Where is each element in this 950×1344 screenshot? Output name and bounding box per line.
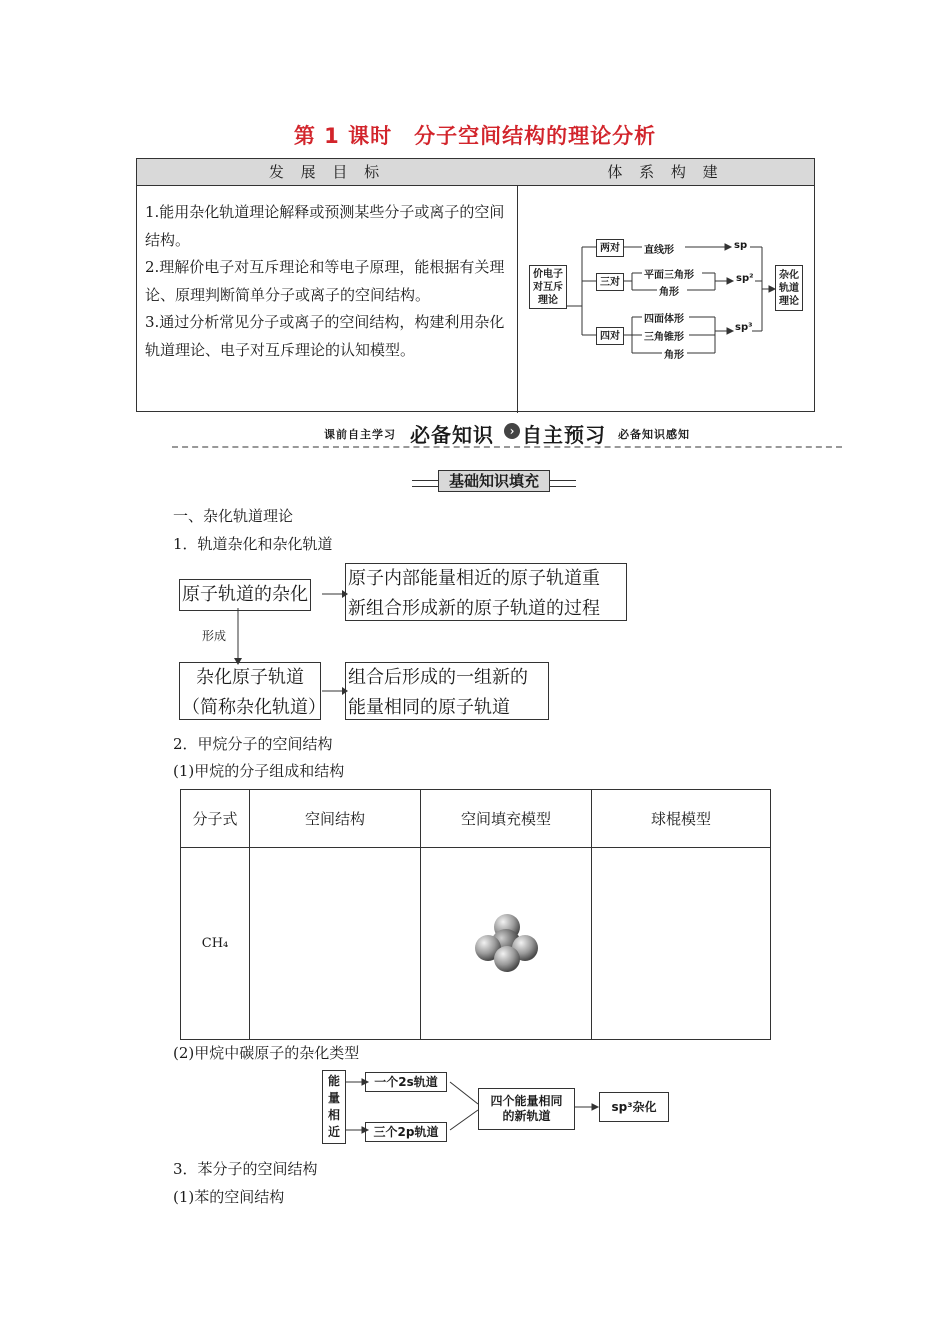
scheme-shape: 三角锥形	[644, 332, 684, 343]
table-cell	[592, 848, 771, 1040]
scheme-header: 体 系 构 建	[517, 159, 814, 186]
table-cell: CH₄	[181, 848, 250, 1040]
goals-table	[136, 158, 815, 412]
goals-list	[145, 199, 509, 364]
section-banner	[172, 420, 842, 448]
scheme-hybrid: sp²	[736, 273, 754, 284]
methane-table	[180, 789, 771, 1040]
scheme-two-pairs: 两对	[596, 239, 624, 257]
arrow-down-icon	[228, 608, 248, 668]
energy-similar-box: 能量相近	[322, 1070, 346, 1144]
table-header: 分子式	[181, 790, 250, 848]
hybridization-definition: 原子内部能量相近的原子轨道重 新组合形成新的原子轨道的过程	[345, 563, 627, 621]
scheme-vsepr-box: 价电子对互斥理论	[529, 265, 567, 309]
scheme-hybrid-theory-box: 杂化轨道理论	[775, 265, 803, 311]
sub-item-heading: (2)甲烷中碳原子的杂化类型	[173, 1044, 360, 1062]
table-header: 球棍模型	[592, 790, 771, 848]
one-2s-orbital-box: 一个2s轨道	[365, 1072, 447, 1092]
scheme-shape: 角形	[664, 350, 684, 361]
item-heading: 1．轨道杂化和杂化轨道	[173, 535, 333, 553]
banner-title-right: 自主预习	[522, 423, 606, 447]
hybrid-orbital-box: 杂化原子轨道 （简称杂化轨道）	[179, 662, 321, 720]
sub-item-heading: (1)甲烷的分子组成和结构	[173, 762, 345, 780]
item-heading: 3．苯分子的空间结构	[173, 1160, 318, 1178]
item-heading: 2．甲烷分子的空间结构	[173, 735, 333, 753]
scheme-three-pairs: 三对	[596, 273, 624, 291]
scheme-shape: 平面三角形	[644, 270, 694, 281]
section-heading: 一、杂化轨道理论	[173, 507, 294, 525]
arrow-label: 形成	[202, 629, 227, 643]
hybrid-orbital-definition: 组合后形成的一组新的 能量相同的原子轨道	[345, 662, 549, 720]
orbital-hybridization-box: 原子轨道的杂化	[179, 579, 311, 611]
subsection-heading: 基础知识填充	[412, 470, 576, 492]
four-new-orbitals-box: 四个能量相同的新轨道	[478, 1088, 575, 1130]
table-header: 空间填充模型	[421, 790, 592, 848]
goal-item: 2.理解价电子对互斥理论和等电子原理，能根据有关理论、原理判断简单分子或离子的空间结构。	[145, 258, 505, 304]
goal-item: 1.能用杂化轨道理论解释或预测某些分子或离子的空间结构。	[145, 203, 505, 249]
scheme-shape: 四面体形	[644, 314, 684, 325]
banner-left-label: 课前自主学习	[324, 428, 396, 441]
space-filling-model-image	[471, 910, 541, 974]
scheme-shape: 角形	[659, 287, 679, 298]
scheme-hybrid: sp	[734, 240, 748, 251]
table-cell	[250, 848, 421, 1040]
scheme-shape: 直线形	[644, 245, 674, 256]
sp3-hybridization-box: sp³杂化	[599, 1092, 669, 1122]
sub-item-heading: (1)苯的空间结构	[173, 1188, 285, 1206]
scheme-hybrid: sp³	[735, 322, 753, 333]
banner-right-label: 必备知识感知	[618, 428, 690, 441]
table-cell	[421, 848, 592, 1040]
goal-item: 3.通过分析常见分子或离子的空间结构，构建利用杂化轨道理论、电子对互斥理论的认知模型。	[145, 313, 505, 359]
table-header: 空间结构	[250, 790, 421, 848]
goals-header: 发 展 目 标	[137, 159, 518, 186]
three-2p-orbital-box: 三个2p轨道	[365, 1122, 447, 1142]
chevron-right-icon: ›	[504, 423, 520, 439]
scheme-four-pairs: 四对	[596, 327, 624, 345]
page-title: 第 1 课时 分子空间结构的理论分析	[293, 124, 657, 148]
banner-title-left: 必备知识	[410, 423, 494, 447]
